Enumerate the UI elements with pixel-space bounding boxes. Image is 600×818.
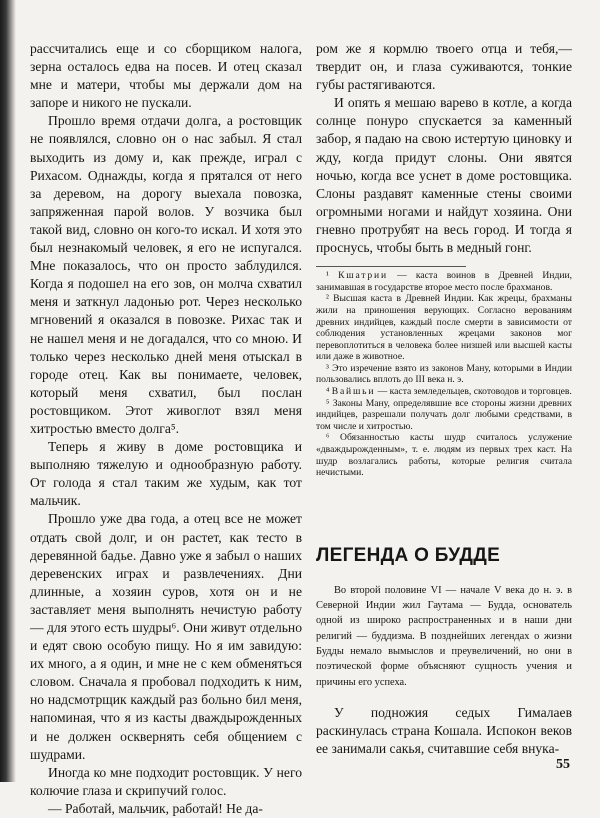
footnote	[316, 398, 572, 433]
paragraph: Теперь я живу в доме ростовщика и выполняю тяжелую и однообразную работу. От голода я стал таким же худым, как тот мальчик.	[30, 439, 302, 509]
footnote-number: ¹	[326, 270, 329, 282]
page-number: 55	[556, 757, 570, 772]
footnotes	[316, 270, 572, 479]
footnote	[316, 386, 572, 398]
footnote	[316, 270, 572, 293]
footnote-text: — каста воинов в Древней Индии, занимавшая в государстве второе место после брахманов.	[316, 270, 572, 293]
paragraph: Иногда ко мне подходит ростовщик. У него колючие глаза и скрипучий голос.	[30, 764, 302, 798]
footnote-keyword: Кшатрии	[338, 270, 388, 282]
paragraph: ром же я кормлю твоего отца и тебя,— твердит он, и глаза суживаются, тонкие губы растягиваются.	[316, 41, 572, 93]
footnote-text: Обязанностью касты шудр считалось услужение «дваждырожденным», т. е. людям из первых трех каст. На шудр возлагались работы, которые религия считала нечистыми.	[316, 432, 572, 479]
footnote-number: ⁶	[326, 432, 330, 444]
section-title: ЛЕГЕНДА О БУДДЕ	[316, 544, 501, 566]
footnote-text: Это изречение взято из законов Ману, которыми в Индии пользовались вплоть до III века н. э.	[316, 362, 572, 386]
paragraph: Прошло время отдачи долга, а ростовщик не появлялся, словно он о нас забыл. Я стал выходить из дому и, как прежде, играл с Рихасом. Однажды, когда я прятался от него за деревом, на дорогу выехала повозка, запряженная парой волов. У возчика был такой вид, словно он кого-то искал. И хотя это был незнакомый человек, я его не испугался. Мне показалось, что он просто заблудился. Когда я подошел на его зов, он молча схватил меня и заткнул ладонью рот. Через несколько мгновений я оказался в повозке. Рихас так и не нашел меня и не догадался, что со мною. И только через несколько дней меня отыскал в городе отец. Как вы понимаете, человек, который меня схватил, был послан ростовщиком. Этот живоглот взял меня хитростью вместо долга⁵.	[30, 113, 302, 436]
footnote-number: ⁵	[326, 397, 330, 409]
footnote-keyword: Вайшьи	[331, 386, 376, 398]
right-column	[316, 40, 572, 758]
paragraph: Прошло уже два года, а отец все не может отдать свой долг, и он растет, как тесто в деревянной бадье. Давно уже я забыл о наших деревенских играх и развлечениях. Дни длинные, а хозяин суров, хотя он и не заставляет меня выполнять нечистую работу — для этого есть шудры⁶. Они живут отдельно и едят свою особую пищу. Но я им завидую: их много, а я один, и мне не с кем обменяться словом. Сначала я пробовал подходить к ним, но надсмотрщик каждый раз больно бил меня, напоминая, что я из касты дваждырожденных и не должен осквернять себя общением с шудрами.	[30, 511, 302, 762]
left-column	[30, 40, 302, 818]
paragraph: рассчитались еще и со сборщиком налога, зерна осталось едва на посев. И отец сказал мне и матери, чтобы мы держали дом на запоре и никого не пускали.	[30, 41, 302, 111]
page-edge-shadow	[0, 0, 16, 782]
footnote-text: — каста земледельцев, скотоводов и торговцев.	[375, 386, 572, 398]
footnote	[316, 432, 572, 478]
footnote-number: ³	[326, 362, 329, 374]
paragraph: У подножия седых Гималаев раскинулась страна Кошала. Испокон веков ее занимали сакья, считавшие себя внука-	[316, 704, 572, 757]
footnote-text: Законы Ману, определявшие все стороны жизни древних индийцев, разрешали получать долг любыми средствами, в том числе и хитростью.	[316, 397, 572, 432]
footnote-number: ²	[326, 293, 329, 305]
footnote	[316, 293, 572, 363]
footnote-text: Высшая каста в Древней Индии. Как жрецы, брахманы жили на приношения верующих. Согласно верованиям древних индийцев, каждый после смерти в зависимости от соблюдения установленных жрецами законов мог перевоплотиться в человека более низшей или высшей касты или даже в животное.	[316, 293, 572, 363]
footnote-number: ⁴	[326, 386, 330, 398]
paragraph: — Работай, мальчик, работай! Не да-	[48, 800, 263, 816]
footnote	[316, 363, 572, 386]
paragraph: И опять я мешаю варево в котле, а когда солнце понуро спускается за каменный забор, я падаю на свою истертую циновку и жду, когда придут слоны. Они явятся ночью, когда все уснет в доме ростовщика. Слоны раздавят каменные стены своими огромными ногами и найдут хозяина. Они гневно протрубят на весь город. И тогда я проснусь, чтобы быть в медный гонг.	[316, 95, 572, 256]
section-intro: Во второй половине VI — начале V века до н. э. в Северной Индии жил Гаутама — Будда, основатель одной из широко распространенных и в наши дни религий — буддизма. В позднейших легендах о жизни Будды немало вымыслов и преувеличений, но они в поэтической форме объясняют сущность учения и причины его успеха.	[316, 584, 572, 688]
